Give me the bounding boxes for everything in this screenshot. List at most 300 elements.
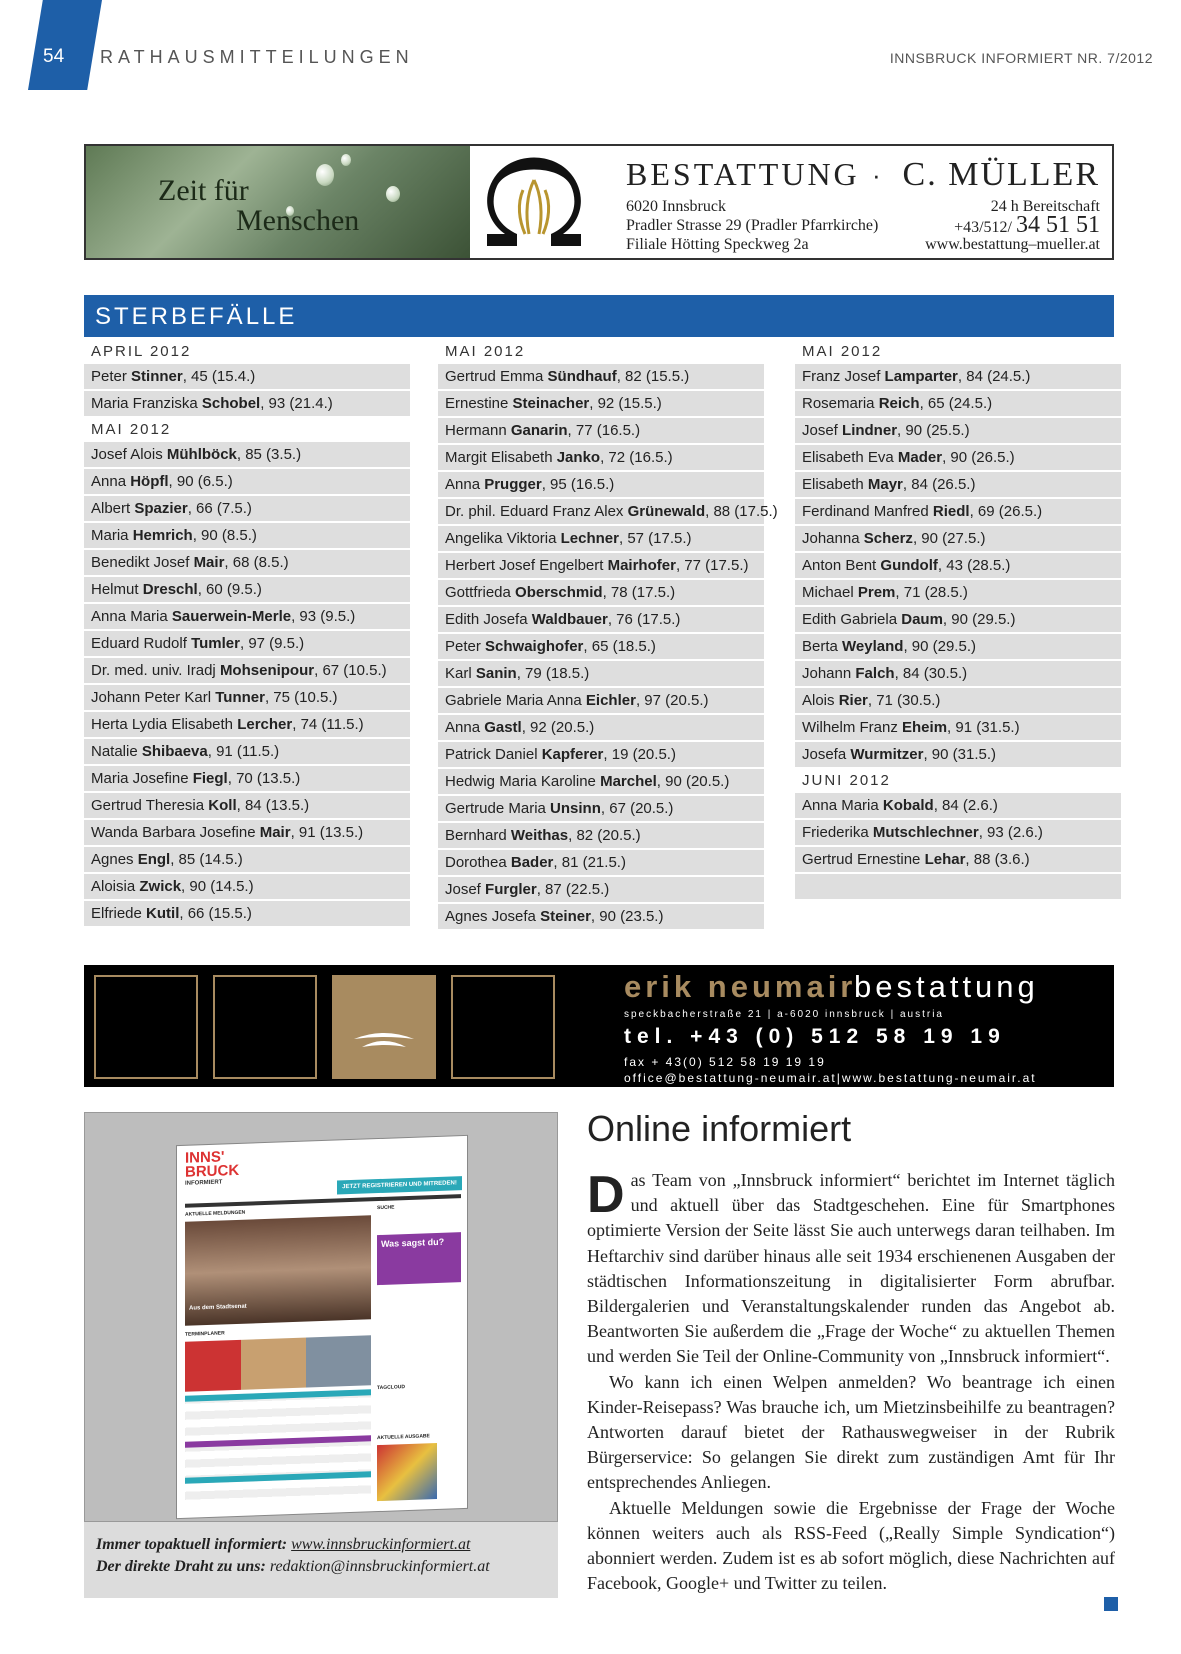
obituary-first-name: Agnes bbox=[91, 851, 138, 868]
obituary-first-name: Patrick Daniel bbox=[445, 746, 542, 763]
site-logo-line3: INFORMIERT bbox=[185, 1179, 223, 1187]
obituary-first-name: Aloisia bbox=[91, 878, 140, 895]
obituary-last-name: Tunner bbox=[215, 689, 265, 706]
obituary-age-date: , 71 (28.5.) bbox=[895, 584, 968, 601]
obituary-last-name: Sauerwein-Merle bbox=[171, 608, 292, 625]
article-body bbox=[587, 1168, 1115, 1596]
website-page bbox=[177, 1136, 467, 1518]
obituary-last-name: Furgler bbox=[485, 881, 537, 898]
obituary-last-name: Wurmitzer bbox=[850, 746, 924, 763]
obituary-age-date: , 66 (15.5.) bbox=[179, 905, 252, 922]
obituary-entry bbox=[84, 496, 410, 521]
obituary-last-name: Weyland bbox=[842, 638, 904, 655]
site-logo-line1: INNS' bbox=[185, 1148, 225, 1167]
obituary-age-date: , 65 (18.5.) bbox=[583, 638, 656, 655]
obituary-age-date: , 91 (13.5.) bbox=[290, 824, 364, 841]
ad-neumair-phone: tel. +43 (0) 512 58 19 19 bbox=[624, 1025, 1006, 1048]
website-link[interactable]: www.innsbruckinformiert.at bbox=[291, 1536, 471, 1553]
ad-phone-number: 34 51 51 bbox=[1016, 212, 1100, 238]
obituary-first-name: Elisabeth bbox=[802, 476, 868, 493]
obituary-entry bbox=[795, 364, 1121, 389]
obituary-last-name: Daum bbox=[901, 611, 943, 628]
neumair-logo-icon bbox=[334, 977, 434, 1077]
obituary-age-date: , 78 (17.5.) bbox=[602, 584, 676, 601]
obituary-age-date: , 84 (30.5.) bbox=[894, 665, 968, 682]
obituary-age-date: , 84 (26.5.) bbox=[902, 476, 976, 493]
obituary-age-date: , 82 (15.5.) bbox=[616, 368, 690, 385]
obituary-last-name: Spazier bbox=[134, 500, 188, 517]
obituary-age-date: , 92 (15.5.) bbox=[589, 395, 662, 412]
article-paragraph-2: Wo kann ich einen Welpen anmelden? Wo beantrage ich einen Kinder-Reisepass? Was brauche ich, um Mietzinsbeihilfe zu beantragen? Antworten darauf bietet der Rathauswegweiser in der Rubrik Bürgerservice: So gelangen Sie direkt zum zuständigen Amt für Ihr entsprechendes Anliegen. bbox=[587, 1371, 1115, 1493]
obituary-age-date: , 45 (15.4.) bbox=[182, 368, 256, 385]
site-issue-heading: AKTUELLE AUSGABE bbox=[377, 1433, 430, 1442]
obituary-age-date: , 77 (16.5.) bbox=[567, 422, 641, 439]
obituary-first-name: Angelika Viktoria bbox=[445, 530, 561, 547]
obituary-last-name: Eheim bbox=[902, 719, 948, 736]
obituary-age-date: , 71 (30.5.) bbox=[867, 692, 941, 709]
site-tagcloud-heading: TAGCLOUD bbox=[377, 1384, 405, 1392]
obituary-age-date: , 57 (17.5.) bbox=[618, 530, 692, 547]
obituary-entry bbox=[438, 607, 764, 632]
obituary-last-name: Lehar bbox=[924, 851, 966, 868]
obituary-column bbox=[795, 340, 1121, 901]
obituary-entry bbox=[84, 631, 410, 656]
obituary-age-date: , 91 (31.5.) bbox=[947, 719, 1020, 736]
obituary-last-name: Unsinn bbox=[550, 800, 601, 817]
obituary-last-name: Tumler bbox=[191, 635, 240, 652]
ad-neumair-fax: fax + 43(0) 512 58 19 19 19 bbox=[624, 1055, 826, 1069]
obituary-age-date: , 97 (9.5.) bbox=[239, 635, 305, 652]
obituary-last-name: Marchel bbox=[600, 773, 657, 790]
site-events-list bbox=[185, 1389, 371, 1505]
obituary-entry bbox=[795, 688, 1121, 713]
ad-decor-square bbox=[451, 975, 555, 1079]
obituary-entry bbox=[84, 793, 410, 818]
obituary-entry bbox=[795, 847, 1121, 872]
obituary-entry bbox=[84, 820, 410, 845]
obituary-last-name: Steiner bbox=[540, 908, 591, 925]
obituary-entry bbox=[795, 418, 1121, 443]
obituary-entry bbox=[795, 445, 1121, 470]
obituary-age-date: , 69 (26.5.) bbox=[969, 503, 1043, 520]
ad-neumair-contact[interactable]: office@bestattung-neumair.at|www.bestattung-neumair.at bbox=[624, 1071, 1037, 1085]
obituary-first-name: Josefa bbox=[802, 746, 851, 763]
obituary-first-name: Anna bbox=[445, 719, 485, 736]
obituary-first-name: Hermann bbox=[445, 422, 511, 439]
obituary-last-name: Kobald bbox=[882, 797, 934, 814]
ad-decor-square bbox=[94, 975, 198, 1079]
obituary-entry bbox=[84, 712, 410, 737]
obituary-entry bbox=[438, 634, 764, 659]
obituaries-title: STERBEFÄLLE bbox=[95, 303, 298, 330]
obituary-entry bbox=[438, 769, 764, 794]
site-events-heading: TERMINPLANER bbox=[185, 1330, 225, 1338]
obituary-last-name: Schwaighofer bbox=[485, 638, 584, 655]
obituary-first-name: Dr. med. univ. Iradj bbox=[91, 662, 220, 679]
obituary-first-name: Anna Maria bbox=[91, 608, 172, 625]
obituary-age-date: , 84 (2.6.) bbox=[933, 797, 998, 814]
obituary-age-date: , 85 (3.5.) bbox=[236, 446, 302, 463]
obituary-last-name: Gastl bbox=[484, 719, 522, 736]
ad-brand-name: BESTATTUNG bbox=[626, 156, 860, 192]
obituary-age-date: , 65 (24.5.) bbox=[919, 395, 993, 412]
article-end-mark-icon bbox=[1104, 1597, 1118, 1611]
article-title: Online informiert bbox=[587, 1108, 852, 1149]
obituary-first-name: Maria bbox=[91, 527, 133, 544]
obituary-last-name: Engl bbox=[137, 851, 171, 868]
ad-website[interactable]: www.bestattung–mueller.at bbox=[925, 236, 1100, 253]
obituary-entry bbox=[795, 820, 1121, 845]
obituary-entry bbox=[438, 742, 764, 767]
obituary-first-name: Hedwig Maria Karoline bbox=[445, 773, 601, 790]
obituary-first-name: Natalie bbox=[91, 743, 142, 760]
obituary-entry bbox=[795, 634, 1121, 659]
obituary-last-name: Höpfl bbox=[130, 473, 169, 490]
obituaries-header bbox=[84, 295, 1114, 337]
obituary-age-date: , 79 (18.5.) bbox=[516, 665, 590, 682]
site-register-banner: JETZT REGISTRIEREN UND MITREDEN! bbox=[337, 1176, 462, 1194]
ad-decor-square bbox=[213, 975, 317, 1079]
obituary-entry bbox=[84, 391, 410, 416]
obituary-entry bbox=[438, 364, 764, 389]
obituary-age-date: , 90 (29.5.) bbox=[903, 638, 976, 655]
obituary-entry bbox=[795, 499, 1121, 524]
obituary-first-name: Anna bbox=[445, 476, 485, 493]
obituary-last-name: Koll bbox=[208, 797, 237, 814]
obituary-first-name: Wanda Barbara Josefine bbox=[91, 824, 260, 841]
obituary-first-name: Gertrud Theresia bbox=[91, 797, 209, 814]
obituary-first-name: Anton Bent bbox=[802, 557, 881, 574]
obituary-first-name: Ernestine bbox=[445, 395, 513, 412]
obituary-age-date: , 76 (17.5.) bbox=[607, 611, 681, 628]
page-number: 54 bbox=[43, 46, 65, 67]
obituary-first-name: Franz Josef bbox=[802, 368, 885, 385]
page-number-tab bbox=[28, 0, 102, 90]
obituary-entry bbox=[438, 688, 764, 713]
obituary-entry bbox=[795, 553, 1121, 578]
obituary-entry bbox=[438, 472, 764, 497]
obituary-first-name: Anna bbox=[91, 473, 131, 490]
obituary-age-date: , 90 (26.5.) bbox=[942, 449, 1015, 466]
obituary-age-date: , 90 (23.5.) bbox=[590, 908, 664, 925]
website-screenshot bbox=[84, 1112, 558, 1522]
obituary-age-date: , 77 (17.5.) bbox=[675, 557, 749, 574]
obituary-first-name: Margit Elisabeth bbox=[445, 449, 557, 466]
ad-availability: 24 h Bereitschaft bbox=[990, 198, 1100, 215]
obituary-entry bbox=[795, 715, 1121, 740]
obituary-age-date: , 90 (29.5.) bbox=[942, 611, 1016, 628]
ad-slogan-line2: Menschen bbox=[236, 204, 360, 237]
obituary-first-name: Agnes Josefa bbox=[445, 908, 541, 925]
obituary-entry bbox=[795, 874, 1121, 899]
obituary-age-date: , 75 (10.5.) bbox=[264, 689, 338, 706]
obituary-month-heading: JUNI 2012 bbox=[802, 772, 891, 789]
obituary-first-name: Anna Maria bbox=[802, 797, 883, 814]
obituary-entry bbox=[795, 472, 1121, 497]
obituary-last-name: Kapferer bbox=[541, 746, 604, 763]
omega-logo-icon bbox=[479, 154, 589, 250]
obituary-age-date: , 93 (21.4.) bbox=[260, 395, 333, 412]
obituary-first-name: Maria Josefine bbox=[91, 770, 193, 787]
obituary-entry bbox=[438, 499, 778, 524]
ad-neumair-address: speckbacherstraße 21 | a-6020 innsbruck | austria bbox=[624, 1009, 944, 1020]
obituary-entry bbox=[438, 391, 764, 416]
obituary-last-name: Waldbauer bbox=[531, 611, 608, 628]
ad-neumair-brand: erik neumair bbox=[624, 969, 857, 1004]
obituary-age-date: , 67 (20.5.) bbox=[600, 800, 674, 817]
ad-brand-separator: · bbox=[872, 160, 881, 190]
obituary-age-date: , 67 (10.5.) bbox=[314, 662, 387, 679]
article-paragraph-1: as Team von „Innsbruck informiert“ berichtet im Internet täglich und aktuell über das Stadtgeschehen. Eine für Smartphones optimierte Version der Seite lässt Sie auch unterwegs daran teilhaben. Im Heftarchiv sind darüber hinaus alle seit 1934 erschienenen Ausgaben der städtischen Informationszeitung in digitalisierter Form abrufbar. Bildergalerien und Veranstaltungskalender runden das Angebot ab. Beantworten Sie außerdem die „Frage der Woche“ zu aktuellen Themen und werden Sie Teil der Online-Community von „Innsbruck informiert“. bbox=[587, 1170, 1115, 1367]
obituary-first-name: Bernhard bbox=[445, 827, 511, 844]
obituary-first-name: Elfriede bbox=[91, 905, 147, 922]
obituary-last-name: Mutschlechner bbox=[872, 824, 979, 841]
obituary-entry bbox=[438, 850, 764, 875]
site-issue-cover bbox=[377, 1443, 437, 1501]
obituary-last-name: Rier bbox=[838, 692, 868, 709]
obituary-column bbox=[84, 340, 410, 928]
obituary-entry bbox=[438, 418, 764, 443]
obituary-first-name: Helmut bbox=[91, 581, 143, 598]
editorial-email[interactable]: redaktion@innsbruckinformiert.at bbox=[269, 1558, 490, 1575]
obituary-entry bbox=[795, 391, 1121, 416]
obituary-last-name: Shibaeva bbox=[141, 743, 208, 760]
obituary-last-name: Prugger bbox=[484, 476, 542, 493]
obituary-last-name: Grünewald bbox=[627, 503, 706, 520]
obituary-entry bbox=[84, 739, 410, 764]
section-title: RATHAUSMITTEILUNGEN bbox=[100, 47, 414, 67]
issue-label: INNSBRUCK INFORMIERT NR. 7/2012 bbox=[889, 50, 1153, 66]
obituary-entry bbox=[438, 580, 764, 605]
obituary-last-name: Scherz bbox=[863, 530, 913, 547]
obituary-first-name: Johann bbox=[802, 665, 856, 682]
obituary-last-name: Lamparter bbox=[884, 368, 958, 385]
obituary-entry bbox=[84, 766, 410, 791]
obituary-first-name: Michael bbox=[802, 584, 858, 601]
obituary-age-date: , 92 (20.5.) bbox=[521, 719, 595, 736]
obituary-first-name: Eduard Rudolf bbox=[91, 635, 192, 652]
obituary-entry bbox=[84, 604, 410, 629]
obituary-age-date: , 84 (24.5.) bbox=[957, 368, 1031, 385]
obituary-entry bbox=[84, 550, 410, 575]
obituary-first-name: Albert bbox=[91, 500, 135, 517]
obituary-first-name: Gertrud Emma bbox=[445, 368, 548, 385]
ad-grass-photo bbox=[86, 146, 470, 258]
obituary-first-name: Alois bbox=[802, 692, 839, 709]
obituary-age-date: , 87 (22.5.) bbox=[536, 881, 610, 898]
obituary-first-name: Josef Alois bbox=[91, 446, 167, 463]
obituary-first-name: Josef bbox=[445, 881, 486, 898]
site-news-photo bbox=[185, 1215, 371, 1325]
obituary-entry bbox=[84, 364, 410, 389]
obituary-first-name: Maria Franziska bbox=[91, 395, 202, 412]
obituary-entry bbox=[438, 526, 764, 551]
obituary-month-heading: MAI 2012 bbox=[802, 343, 883, 360]
obituary-age-date: , 90 (14.5.) bbox=[181, 878, 254, 895]
obituary-entry bbox=[795, 607, 1121, 632]
obituary-age-date: , 81 (21.5.) bbox=[553, 854, 626, 871]
obituary-first-name: Gertrud Ernestine bbox=[802, 851, 925, 868]
obituary-age-date: , 74 (11.5.) bbox=[292, 716, 364, 733]
obituary-age-date: , 93 (9.5.) bbox=[291, 608, 356, 625]
obituary-age-date: , 43 (28.5.) bbox=[937, 557, 1011, 574]
obituary-last-name: Sündhauf bbox=[547, 368, 617, 385]
obituary-entry bbox=[795, 793, 1121, 818]
obituary-last-name: Lechner bbox=[560, 530, 619, 547]
obituary-first-name: Gertrude Maria bbox=[445, 800, 551, 817]
obituary-last-name: Oberschmid bbox=[515, 584, 603, 601]
obituary-last-name: Steinacher bbox=[512, 395, 590, 412]
obituary-last-name: Mair bbox=[193, 554, 225, 571]
obituary-first-name: Berta bbox=[802, 638, 843, 655]
obituary-age-date: , 19 (20.5.) bbox=[603, 746, 676, 763]
obituary-last-name: Zwick bbox=[139, 878, 182, 895]
obituary-entry bbox=[84, 685, 410, 710]
obituary-last-name: Bader bbox=[510, 854, 554, 871]
obituary-first-name: Peter bbox=[91, 368, 132, 385]
obituary-age-date: , 90 (20.5.) bbox=[656, 773, 730, 790]
site-search-heading: SUCHE bbox=[377, 1204, 395, 1212]
site-logo-line2: BRUCK bbox=[185, 1161, 240, 1181]
obituary-last-name: Mohsenipour bbox=[219, 662, 315, 679]
ad-brand-owner: C. MÜLLER bbox=[902, 156, 1100, 193]
obituary-age-date: , 90 (25.5.) bbox=[897, 422, 970, 439]
obituary-entry bbox=[84, 469, 410, 494]
obituary-entry bbox=[84, 523, 410, 548]
obituary-entry bbox=[438, 661, 764, 686]
obituary-entry bbox=[795, 526, 1121, 551]
obituary-age-date: , 68 (8.5.) bbox=[224, 554, 289, 571]
obituary-entry bbox=[438, 553, 764, 578]
obituary-first-name: Elisabeth Eva bbox=[802, 449, 898, 466]
obituary-last-name: Lindner bbox=[842, 422, 898, 439]
obituary-last-name: Riedl bbox=[932, 503, 970, 520]
obituary-first-name: Wilhelm Franz bbox=[802, 719, 903, 736]
ad-branch: Filiale Hötting Speckweg 2a bbox=[626, 236, 809, 253]
obituary-age-date: , 90 (31.5.) bbox=[923, 746, 996, 763]
obituary-entry bbox=[84, 874, 410, 899]
obituary-last-name: Dreschl bbox=[142, 581, 198, 598]
obituary-first-name: Gottfrieda bbox=[445, 584, 516, 601]
obituary-month-heading: APRIL 2012 bbox=[91, 343, 192, 360]
obituary-first-name: Gabriele Maria Anna bbox=[445, 692, 586, 709]
obituary-age-date: , 88 (17.5.) bbox=[705, 503, 778, 520]
obituary-age-date: , 90 (6.5.) bbox=[168, 473, 233, 490]
site-poll-box bbox=[377, 1232, 461, 1285]
obituary-last-name: Schobel bbox=[201, 395, 261, 412]
obituary-age-date: , 66 (7.5.) bbox=[187, 500, 252, 517]
obituary-entry bbox=[438, 445, 764, 470]
obituary-last-name: Fiegl bbox=[192, 770, 228, 787]
obituary-last-name: Mader bbox=[897, 449, 943, 466]
obituary-month-heading: MAI 2012 bbox=[91, 421, 172, 438]
obituary-entry bbox=[84, 847, 410, 872]
obituary-age-date: , 88 (3.6.) bbox=[965, 851, 1030, 868]
article-dropcap: D bbox=[587, 1166, 625, 1224]
obituary-last-name: Eichler bbox=[585, 692, 636, 709]
obituary-first-name: Benedikt Josef bbox=[91, 554, 194, 571]
article-paragraph-3: Aktuelle Meldungen sowie die Ergebnisse der Frage der Woche können weiters auch als RSS-Feed („Really Simple Syndication“) abonniert werden. Zudem ist es ab sofort möglich, diese Nachrichten auf Facebook, Google+ und Twitter zu teilen. bbox=[587, 1497, 1115, 1594]
obituary-age-date: , 84 (13.5.) bbox=[236, 797, 310, 814]
ad-logo-square bbox=[332, 975, 436, 1079]
obituary-first-name: Herta Lydia Elisabeth bbox=[91, 716, 238, 733]
obituary-first-name: Karl bbox=[445, 665, 476, 682]
site-poll-title: Was sagst du? bbox=[381, 1236, 445, 1249]
ad-erik-neumair bbox=[84, 965, 1114, 1087]
obituary-age-date: , 97 (20.5.) bbox=[635, 692, 709, 709]
site-news-heading: AKTUELLE MELDUNGEN bbox=[185, 1209, 246, 1218]
obituary-age-date: , 70 (13.5.) bbox=[227, 770, 301, 787]
obituary-column bbox=[438, 340, 778, 931]
obituary-entry bbox=[438, 904, 764, 929]
obituary-age-date: , 82 (20.5.) bbox=[568, 827, 641, 844]
obituary-last-name: Stinner bbox=[131, 368, 183, 385]
obituary-age-date: , 85 (14.5.) bbox=[170, 851, 243, 868]
obituary-first-name: Josef bbox=[802, 422, 843, 439]
site-events-photos bbox=[185, 1335, 371, 1391]
caption-label-2: Der direkte Draht zu uns: bbox=[96, 1558, 270, 1575]
obituary-first-name: Ferdinand Manfred bbox=[802, 503, 933, 520]
obituary-first-name: Edith Josefa bbox=[445, 611, 532, 628]
obituary-last-name: Gundolf bbox=[880, 557, 938, 574]
obituary-entry bbox=[84, 901, 410, 926]
obituary-last-name: Kutil bbox=[146, 905, 180, 922]
obituary-first-name: Edith Gabriela bbox=[802, 611, 902, 628]
obituary-entry bbox=[84, 442, 410, 467]
obituary-last-name: Mayr bbox=[867, 476, 903, 493]
ad-bestattung-mueller bbox=[84, 144, 1114, 260]
obituary-entry bbox=[438, 796, 764, 821]
obituary-entry bbox=[438, 823, 764, 848]
obituary-age-date: , 60 (9.5.) bbox=[197, 581, 262, 598]
obituary-last-name: Weithas bbox=[510, 827, 569, 844]
obituary-first-name: Rosemaria bbox=[802, 395, 879, 412]
obituary-entry bbox=[84, 577, 410, 602]
obituary-age-date: , 90 (27.5.) bbox=[912, 530, 986, 547]
site-nav-bar bbox=[185, 1194, 461, 1208]
ad-neumair-brand-suffix: bestattung bbox=[854, 969, 1039, 1004]
obituary-first-name: Dr. phil. Eduard Franz Alex bbox=[445, 503, 628, 520]
obituary-first-name: Herbert Josef Engelbert bbox=[445, 557, 608, 574]
site-news-photo-caption: Aus dem Stadtsenat bbox=[189, 1303, 247, 1312]
obituary-first-name: Johanna bbox=[802, 530, 864, 547]
obituary-entry bbox=[438, 877, 764, 902]
obituary-entry bbox=[795, 742, 1121, 767]
ad-city: 6020 Innsbruck bbox=[626, 198, 726, 215]
obituary-last-name: Prem bbox=[857, 584, 896, 601]
ad-slogan-line1: Zeit für bbox=[158, 174, 249, 207]
obituary-last-name: Reich bbox=[878, 395, 920, 412]
obituary-last-name: Sanin bbox=[475, 665, 517, 682]
obituary-first-name: Johann Peter Karl bbox=[91, 689, 216, 706]
obituary-first-name: Peter bbox=[445, 638, 486, 655]
ad-phone-prefix: +43/512/ bbox=[954, 219, 1012, 236]
obituary-last-name: Falch bbox=[855, 665, 895, 682]
obituary-age-date: , 91 (11.5.) bbox=[207, 743, 280, 760]
obituary-last-name: Lercher bbox=[237, 716, 293, 733]
ad-address: Pradler Strasse 29 (Pradler Pfarrkirche) bbox=[626, 217, 879, 234]
obituary-age-date: , 93 (2.6.) bbox=[978, 824, 1043, 841]
obituary-age-date: , 72 (16.5.) bbox=[600, 449, 673, 466]
obituary-first-name: Dorothea bbox=[445, 854, 511, 871]
obituary-first-name: Friederika bbox=[802, 824, 873, 841]
obituary-entry bbox=[84, 658, 410, 683]
obituary-last-name: Mairhofer bbox=[607, 557, 676, 574]
obituary-last-name: Janko bbox=[556, 449, 601, 466]
obituary-month-heading: MAI 2012 bbox=[445, 343, 526, 360]
caption-label-1: Immer topaktuell informiert: bbox=[96, 1536, 292, 1553]
obituary-last-name: Ganarin bbox=[510, 422, 568, 439]
